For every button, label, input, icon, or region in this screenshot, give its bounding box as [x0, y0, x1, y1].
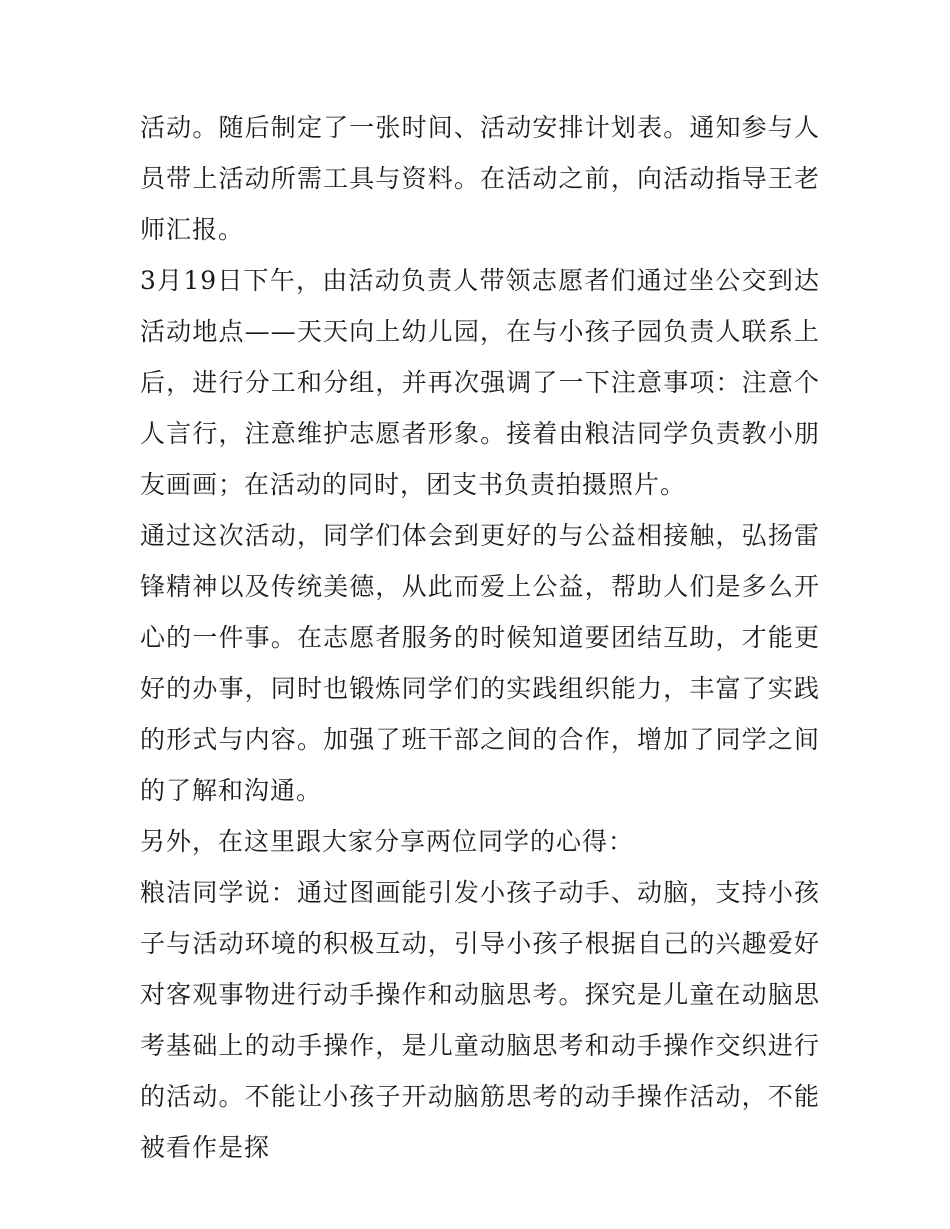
paragraph-reflection: 通过这次活动，同学们体会到更好的与公益相接触，弘扬雷锋精神以及传统美德，从此而爱上公益，帮助人们是多么开心的一件事。在志愿者服务的时候知道要团结互助，才能更好的办事，同时也锻炼同学们的实践组织能力，丰富了实践的形式与内容。加强了班干部之间的合作，增加了同学之间的了解和沟通。: [140, 521, 820, 805]
paragraph-march-19: 3月19日下午，由活动负责人带领志愿者们通过坐公交到达活动地点——天天向上幼儿园，在与小孩子园负责人联系上后，进行分工和分组，并再次强调了一下注意事项：注意个人言行，注意维护志愿者形象。接着由粮洁同学负责教小朋友画画；在活动的同时，团支书负责拍摄照片。: [140, 266, 820, 499]
paragraph-student-quote: 粮洁同学说：通过图画能引发小孩子动手、动脑，支持小孩子与活动环境的积极互动，引导小孩子根据自己的兴趣爱好对客观事物进行动手操作和动脑思考。探究是儿童在动脑思考基础上的动手操作，是儿童动脑思考和动手操作交织进行的活动。不能让小孩子开动脑筋思考的动手操作活动，不能被看作是探: [140, 878, 820, 1162]
document-body: [140, 102, 820, 1173]
paragraph-activity-plan: 活动。随后制定了一张时间、活动安排计划表。通知参与人员带上活动所需工具与资料。在活动之前，向活动指导王老师汇报。: [140, 113, 820, 244]
paragraph-sharing-intro: 另外，在这里跟大家分享两位同学的心得：: [140, 827, 635, 856]
